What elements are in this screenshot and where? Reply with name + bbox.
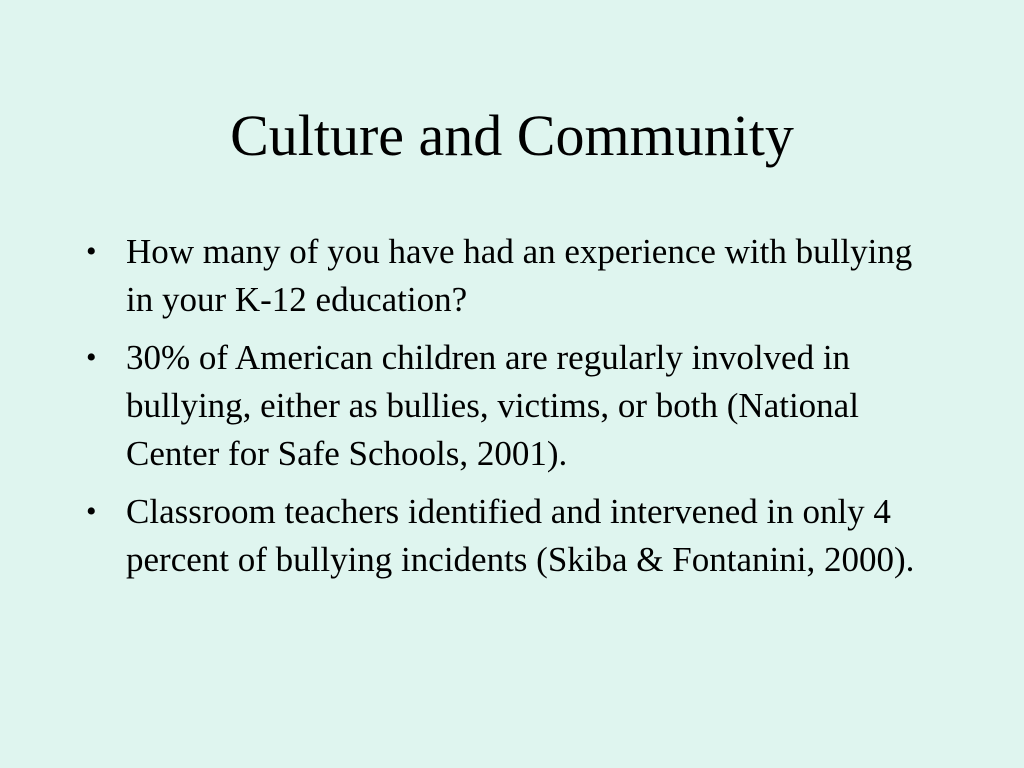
bullet-text: How many of you have had an experience with bullying in your K-12 education?	[126, 232, 913, 319]
bullet-item	[84, 334, 934, 478]
bullet-text: Classroom teachers identified and intervened in only 4 percent of bullying incidents (Skiba & Fontanini, 2000).	[126, 492, 915, 579]
bullet-icon: •	[86, 341, 97, 374]
bullet-item	[84, 488, 934, 584]
slide-title: Culture and Community	[230, 103, 794, 168]
bullet-icon: •	[86, 235, 97, 268]
bullet-text: 30% of American children are regularly involved in bullying, either as bullies, victims, or both (National Center for Safe Schools, 2001).	[126, 338, 859, 473]
bullet-list	[84, 228, 934, 594]
bullet-item	[84, 228, 934, 324]
bullet-icon: •	[86, 495, 97, 528]
